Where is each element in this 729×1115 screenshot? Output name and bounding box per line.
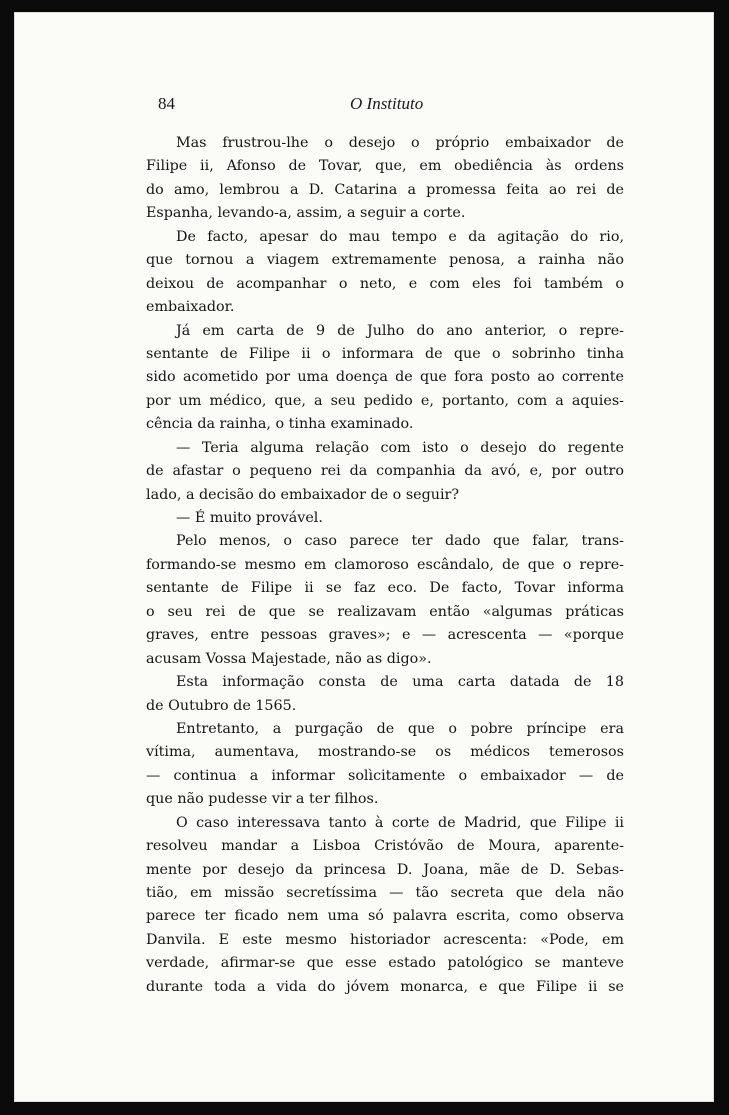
text-line: graves, entre pessoas graves»; e — acrescenta — «porque: [146, 627, 624, 644]
text-line: vítima, aumentava, mostrando-se os médicos temerosos: [146, 744, 624, 761]
text-line: verdade, afirmar-se que esse estado patológico se manteve: [146, 955, 624, 972]
text-line: do amo, lembrou a D. Catarina a promessa feita ao rei de: [146, 181, 624, 198]
text-line: sido acometido por uma doença de que fora posto ao corrente: [146, 369, 624, 386]
text-line: tião, em missão secretíssima — tão secreta que dela não: [146, 885, 624, 901]
text-line: de afastar o pequeno rei da companhia da avó, e, por outro: [146, 463, 624, 480]
text-line: Entretanto, a purgação de que o pobre príncipe era: [176, 720, 624, 737]
text-line: resolveu mandar a Lisboa Cristóvão de Moura, aparente-: [146, 838, 624, 855]
text-line: Pelo menos, o caso parece ter dado que falar, trans-: [176, 533, 624, 550]
text-line: o seu rei de que se realizavam então «algumas práticas: [146, 603, 624, 620]
text-line: mente por desejo da princesa D. Joana, mãe de D. Sebas-: [146, 861, 624, 878]
text-line: — Teria alguma relação com isto o desejo do regente: [176, 439, 624, 456]
text-line: De facto, apesar do mau tempo e da agitação do rio,: [176, 228, 624, 245]
text-line: sentante de Filipe ii o informara de que o sobrinho tinha: [146, 345, 624, 362]
text-line: Já em carta de 9 de Julho do ano anterior, o repre-: [176, 322, 624, 339]
text-line: que tornou a viagem extremamente penosa, a rainha não: [146, 252, 624, 269]
page-header: [158, 94, 598, 118]
text-line: Mas frustrou-lhe o desejo o próprio embaixador de: [176, 135, 624, 151]
text-line: O caso interessava tanto à corte de Madrid, que Filipe ii: [176, 814, 624, 831]
text-line: cência da rainha, o tinha examinado.: [146, 416, 414, 433]
body-text: [146, 132, 624, 999]
running-title: O Instituto: [350, 94, 424, 113]
text-line: por um médico, que, a seu pedido e, portanto, com a aquies-: [146, 392, 624, 409]
text-line: acusam Vossa Majestade, não as digo».: [146, 650, 432, 667]
text-line: formando-se mesmo em clamoroso escândalo, de que o repre-: [146, 556, 624, 573]
page-number: 84: [158, 94, 175, 113]
text-line: lado, a decisão do embaixador de o seguir?: [146, 486, 460, 503]
text-line: embaixador.: [146, 299, 235, 316]
text-line: Danvila. E este mesmo historiador acrescenta: «Pode, em: [146, 931, 624, 948]
text-line: de Outubro de 1565.: [146, 697, 297, 714]
text-line: — É muito provável.: [176, 510, 323, 526]
text-line: sentante de Filipe ii se faz eco. De facto, Tovar informa: [146, 580, 624, 597]
text-line: deixou de acompanhar o neto, e com eles foi também o: [146, 275, 624, 292]
text-line: Esta informação consta de uma carta datada de 18: [176, 674, 624, 691]
text-line: — continua a informar solìcitamente o embaixador — de: [146, 767, 624, 784]
text-line: que não pudesse vir a ter filhos.: [146, 791, 379, 808]
text-line: Filipe ii, Afonso de Tovar, que, em obediência às ordens: [146, 158, 624, 175]
text-line: Espanha, levando-a, assim, a seguir a corte.: [146, 205, 466, 222]
text-line: durante toda a vida do jóvem monarca, e que Filipe ii se: [146, 978, 624, 995]
text-line: parece ter ficado nem uma só palavra escrita, como observa: [146, 908, 624, 925]
